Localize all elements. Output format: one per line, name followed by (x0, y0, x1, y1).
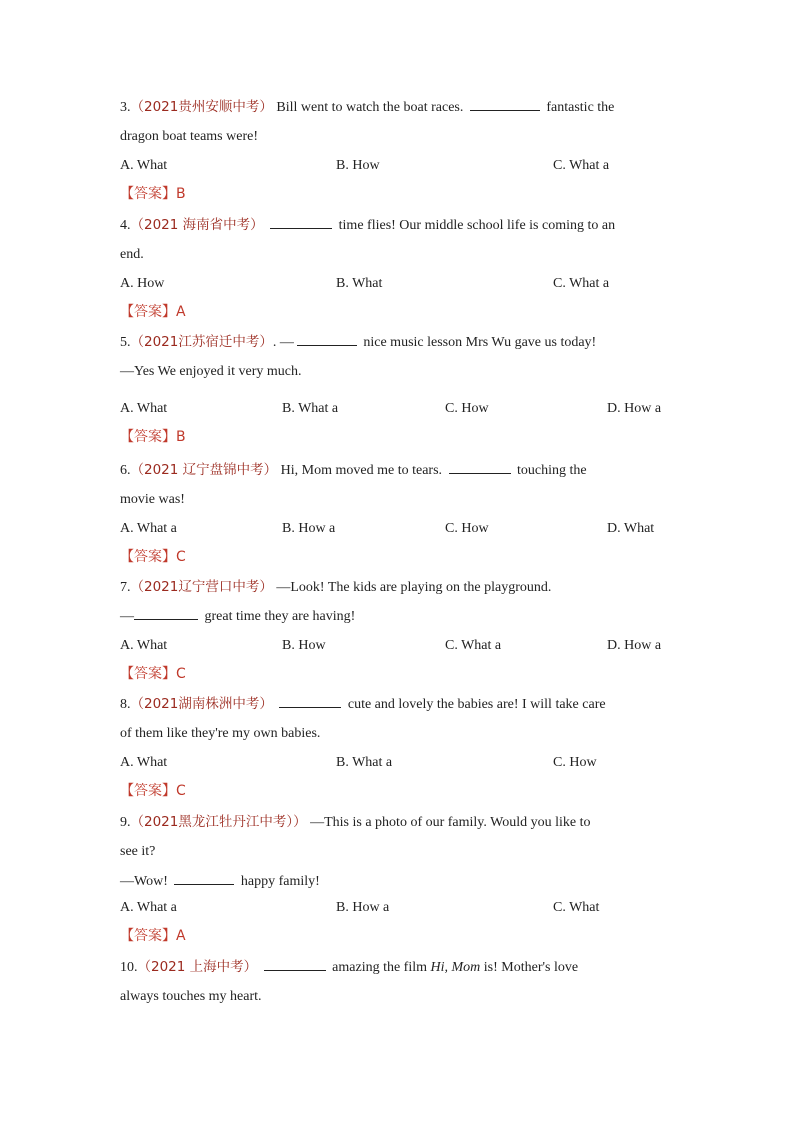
question-source: （2021 上海中考） (137, 959, 258, 975)
question-source: （2021贵州安顺中考） (130, 99, 273, 115)
options (120, 515, 680, 543)
option-b: B. What (336, 276, 383, 291)
option-d: D. How a (607, 401, 662, 416)
answer-key: 【答案】C (120, 549, 186, 565)
question-source: （2021 海南省中考） (130, 217, 264, 233)
question-number: 4. (120, 218, 131, 233)
option-a: A. What (120, 158, 168, 173)
option-c: C. How (445, 521, 489, 536)
option-b: B. How (336, 158, 380, 173)
option-c: C. How (553, 755, 597, 770)
question-stem-line2: end. (120, 247, 144, 262)
option-b: B. What a (282, 401, 339, 416)
question-source: （2021江苏宿迁中考） (130, 334, 273, 350)
question-source: （2021湖南株洲中考） (130, 696, 273, 712)
question-9 (120, 807, 680, 950)
question-source: （2021 辽宁盘锦中考） (130, 462, 278, 478)
question-stem: . — (272, 335, 294, 350)
question-stem: touching the (517, 463, 587, 478)
question-stem-line2: of them like they're my own babies. (120, 726, 321, 741)
question-stem-line2: see it? (120, 844, 156, 859)
options (120, 749, 680, 777)
question-number: 6. (120, 463, 131, 478)
option-a: A. What (120, 755, 168, 770)
question-stem-line2: great time they are having! (204, 609, 356, 624)
options (120, 270, 680, 298)
answer-key: 【答案】B (120, 186, 186, 202)
option-b: B. What a (336, 755, 393, 770)
option-c: C. What a (553, 276, 610, 291)
option-a: A. What a (120, 900, 177, 915)
question-stem: Hi, Mom moved me to tears. (280, 463, 443, 478)
options (120, 632, 680, 660)
question-stem: Bill went to watch the boat races. (276, 100, 464, 115)
question-3 (120, 92, 680, 208)
question-stem: is! Mother's love (483, 960, 579, 975)
answer-blank (264, 953, 326, 971)
question-stem: fantastic the (546, 100, 615, 115)
question-number: 8. (120, 697, 131, 712)
question-6 (120, 455, 680, 571)
options (120, 894, 680, 922)
answer-blank (174, 867, 234, 885)
question-stem: time flies! Our middle school life is coming to an (338, 218, 616, 233)
question-stem-line2: movie was! (120, 492, 185, 507)
answer-blank (449, 456, 511, 474)
option-d: D. How a (607, 638, 662, 653)
option-a: A. What (120, 401, 168, 416)
answer-key: 【答案】A (120, 928, 186, 944)
answer-key: 【答案】B (120, 429, 186, 445)
option-c: C. What a (553, 158, 610, 173)
answer-blank (270, 211, 332, 229)
question-number: 7. (120, 580, 131, 595)
question-stem: nice music lesson Mrs Wu gave us today! (363, 335, 597, 350)
question-5 (120, 327, 680, 451)
question-number: 5. (120, 335, 131, 350)
answer-key: 【答案】C (120, 783, 186, 799)
option-a: A. What a (120, 521, 177, 536)
option-a: A. How (120, 276, 165, 291)
question-4 (120, 210, 680, 326)
answer-key: 【答案】C (120, 666, 186, 682)
question-source: （2021辽宁营口中考） (130, 579, 273, 595)
question-stem-line2: dragon boat teams were! (120, 129, 258, 144)
options (120, 152, 680, 180)
answer-key: 【答案】A (120, 304, 186, 320)
question-number: 3. (120, 100, 131, 115)
question-stem: cute and lovely the babies are! I will take care (347, 697, 606, 712)
question-stem: —This is a photo of our family. Would you like to (310, 815, 591, 830)
question-stem: amazing the film (332, 960, 428, 975)
question-stem-line2: always touches my heart. (120, 989, 262, 1004)
answer-blank (470, 93, 540, 111)
film-title: Hi, Mom (430, 960, 481, 975)
reply-start: —Wow! (120, 874, 168, 889)
options (120, 395, 680, 423)
answer-blank (134, 602, 198, 620)
answer-blank (297, 328, 357, 346)
question-number: 10. (120, 960, 138, 975)
question-7 (120, 572, 680, 688)
question-stem-line2: —Yes We enjoyed it very much. (120, 364, 302, 379)
question-stem: —Look! The kids are playing on the playground. (276, 580, 552, 595)
question-source: （2021黑龙江牡丹江中考）） (130, 814, 307, 830)
option-b: B. How a (282, 521, 336, 536)
question-8 (120, 689, 680, 805)
question-10 (120, 952, 680, 1012)
option-c: C. How (445, 401, 489, 416)
question-stem-line3: happy family! (240, 874, 320, 889)
answer-blank (279, 690, 341, 708)
dash: — (120, 609, 134, 624)
question-number: 9. (120, 815, 131, 830)
option-b: B. How a (336, 900, 390, 915)
option-c: C. What (553, 900, 600, 915)
option-a: A. What (120, 638, 168, 653)
option-b: B. How (282, 638, 326, 653)
option-d: D. What (607, 521, 655, 536)
option-c: C. What a (445, 638, 502, 653)
